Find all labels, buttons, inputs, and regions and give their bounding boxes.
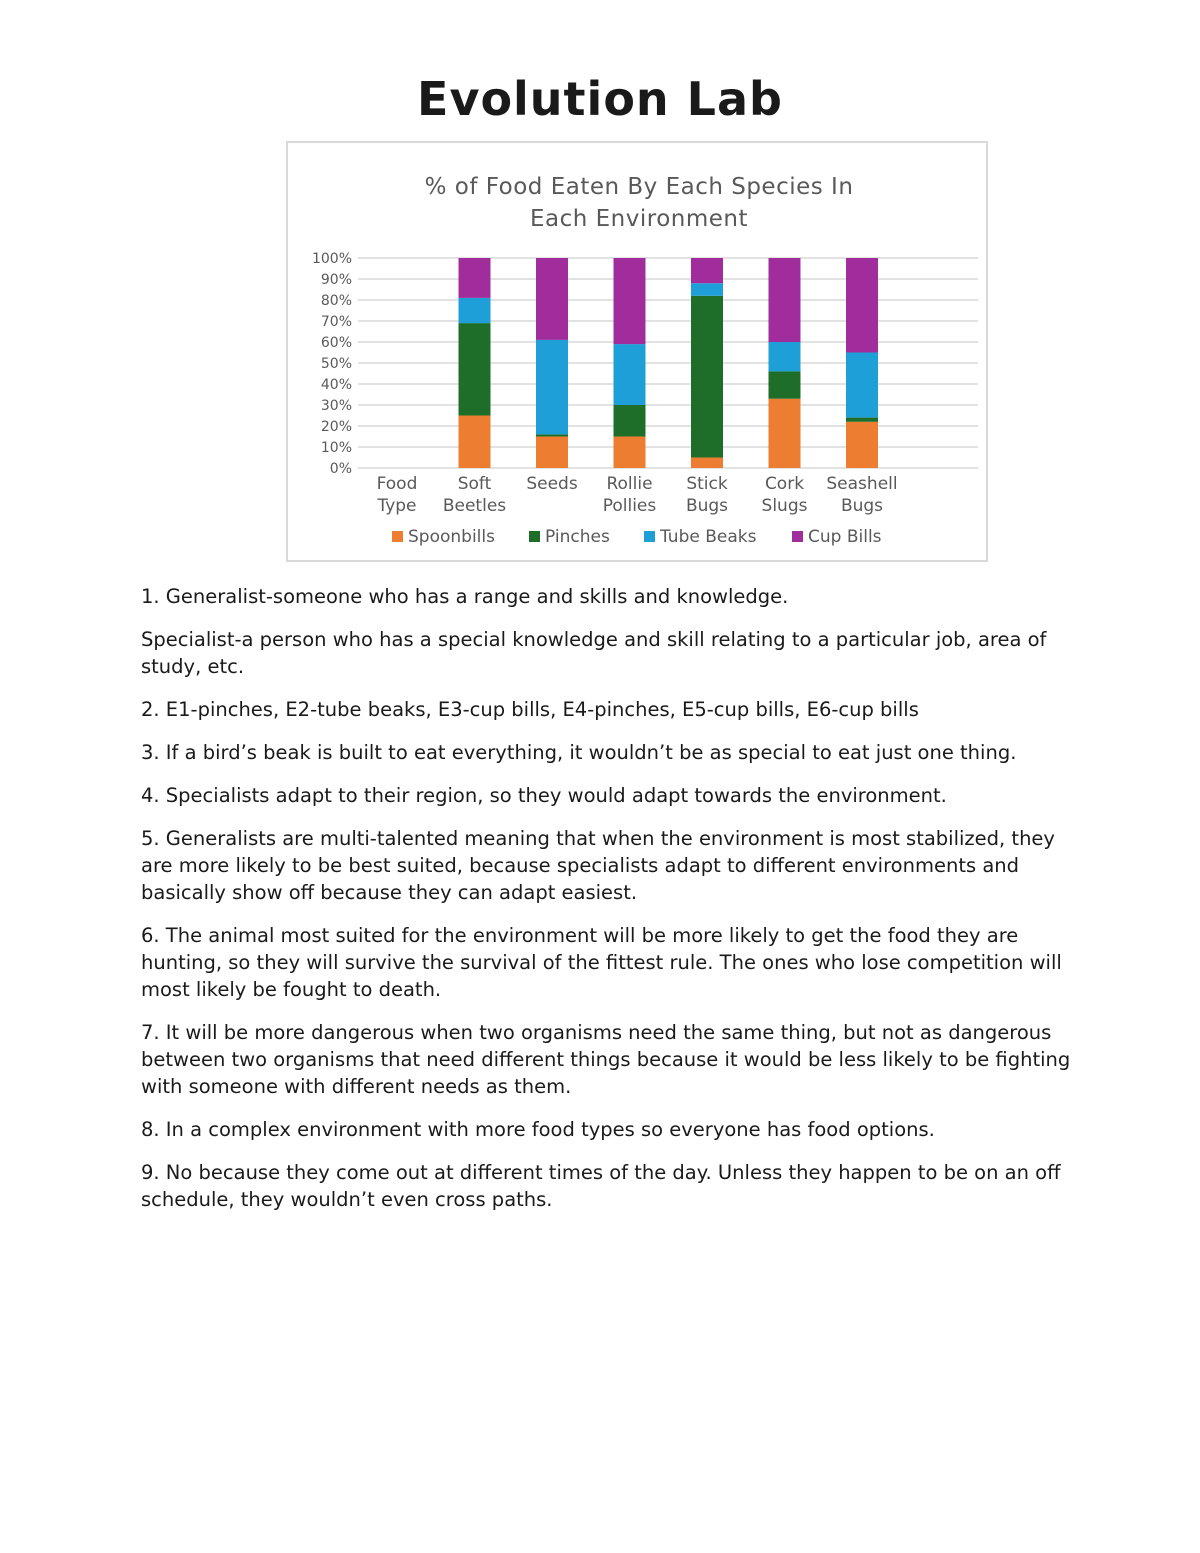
bar-segment-pinches [769,371,801,398]
bar-segment-spoonbills [536,437,568,469]
bar-segment-tube-beaks [691,283,723,296]
legend-swatch [529,531,540,542]
x-tick-label: Bugs [685,496,729,516]
legend-swatch [792,531,803,542]
answer-paragraph: 7. It will be more dangerous when two organisms need the same thing, but not as dangerous between two organisms that need different things because it would be less likely to be fighting with someone with different needs as them. [141,1021,1071,1098]
bar-segment-pinches [536,434,568,436]
bar-segment-cup-bills [536,258,568,340]
x-tick-label: Type [377,496,417,516]
x-tick-label: Pollies [602,496,657,516]
x-tick-label: Seashell [826,474,898,494]
y-tick-label: 40% [320,377,352,393]
bar-segment-spoonbills [846,422,878,468]
x-tick-label: Soft [457,474,492,494]
bar-segment-pinches [459,323,491,415]
bar-segment-spoonbills [691,458,723,469]
bar-segment-spoonbills [769,399,801,468]
bar-segment-cup-bills [769,258,801,342]
page-title: Evolution Lab [417,72,783,126]
bar-segment-tube-beaks [769,342,801,371]
x-tick-label: Stick [686,474,728,494]
answer-paragraph: 3. If a bird’s beak is built to eat everything, it wouldn’t be as special to eat just one thing. [141,741,1017,764]
bar-segment-spoonbills [614,437,646,469]
legend-label: Spoonbills [408,527,495,547]
bar-segment-spoonbills [459,416,491,469]
bar-segment-cup-bills [691,258,723,283]
bar-segment-tube-beaks [846,353,878,418]
answer-paragraph: 2. E1-pinches, E2-tube beaks, E3-cup bills, E4-pinches, E5-cup bills, E6-cup bills [141,698,919,721]
y-tick-label: 70% [320,314,352,330]
answer-paragraph: 9. No because they come out at different times of the day. Unless they happen to be on an off schedule, they wouldn’t even cross paths. [141,1161,1061,1211]
answer-paragraph: 1. Generalist-someone who has a range and skills and knowledge. [141,585,789,608]
bar-segment-tube-beaks [459,298,491,323]
chart-title: Each Environment [529,206,749,232]
answer-paragraph: Specialist-a person who has a special knowledge and skill relating to a particular job, area of study, etc. [141,628,1047,678]
bar-segment-tube-beaks [614,344,646,405]
bar-segment-tube-beaks [536,340,568,435]
x-tick-label: Seeds [526,474,578,494]
x-tick-label: Bugs [840,496,884,516]
y-tick-label: 100% [311,251,352,267]
answer-paragraph: 8. In a complex environment with more food types so everyone has food options. [141,1118,935,1141]
y-tick-label: 60% [320,335,352,351]
answer-paragraph: 6. The animal most suited for the environment will be more likely to get the food they are hunting, so they will survive the survival of the fittest rule. The ones who lose competition will most likely be fought to death. [141,924,1062,1001]
y-tick-label: 10% [320,440,352,456]
answers-section [141,583,1071,1229]
x-tick-label: Slugs [761,496,808,516]
bar-segment-pinches [846,418,878,422]
y-tick-label: 30% [320,398,352,414]
y-tick-label: 90% [320,272,352,288]
bar-segment-cup-bills [846,258,878,353]
answer-paragraph: 4. Specialists adapt to their region, so they would adapt towards the environment. [141,784,947,807]
chart-container [286,141,988,562]
answer-paragraph: 5. Generalists are multi-talented meaning that when the environment is most stabilized, they are more likely to be best suited, because specialists adapt to different environments and basically show off because they can adapt easiest. [141,827,1055,904]
stacked-bar-chart [288,143,990,564]
x-tick-label: Cork [764,474,805,494]
x-tick-label: Rollie [606,474,653,494]
legend-swatch [644,531,655,542]
y-tick-label: 80% [320,293,352,309]
x-tick-label: Food [376,474,418,494]
legend-label: Tube Beaks [660,527,757,547]
y-tick-label: 0% [329,461,352,477]
chart-title: % of Food Eaten By Each Species In [424,174,854,200]
y-tick-label: 20% [320,419,352,435]
legend-swatch [392,531,403,542]
bar-segment-pinches [691,296,723,458]
x-tick-label: Beetles [442,496,507,516]
bar-segment-cup-bills [614,258,646,344]
bar-segment-pinches [614,405,646,437]
bar-segment-cup-bills [459,258,491,298]
legend-label: Pinches [545,527,610,547]
y-tick-label: 50% [320,356,352,372]
legend-label: Cup Bills [808,527,882,547]
